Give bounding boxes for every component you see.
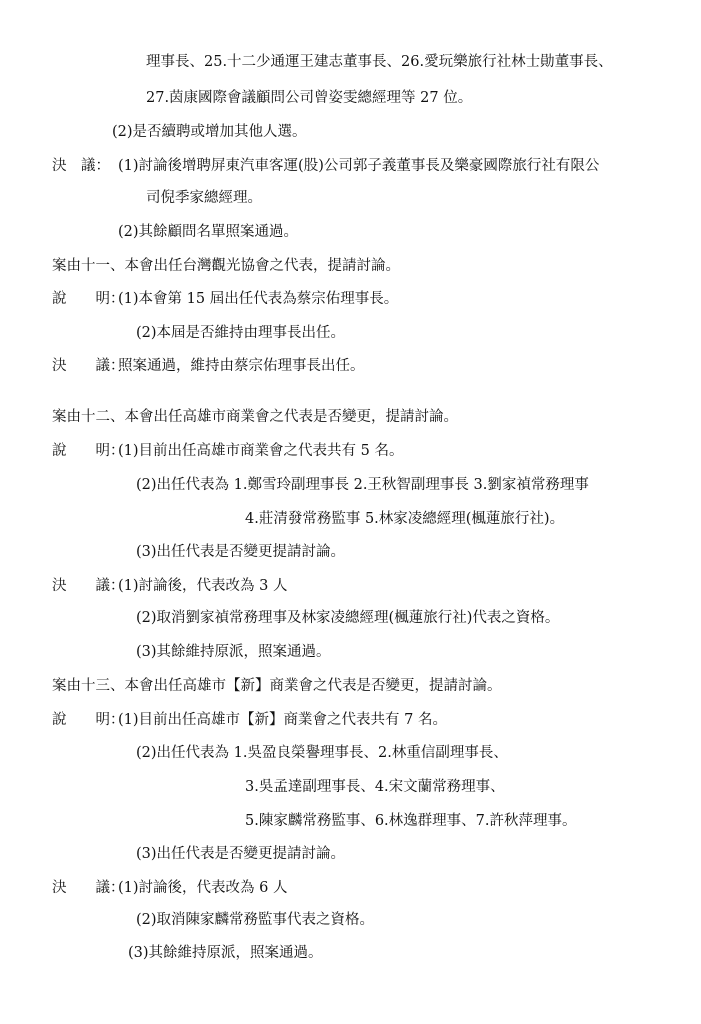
case-13-resolution-item-3: (3)其餘維持原派，照案通過。 bbox=[128, 945, 323, 961]
case-12-title: 案由十二、本會出任高雄市商業會之代表是否變更，提請討論。 bbox=[52, 409, 458, 425]
resolution-continuation: 司倪季家總經理。 bbox=[146, 190, 262, 206]
case-12-resolution-item-3: (3)其餘維持原派，照案通過。 bbox=[136, 644, 331, 660]
case-11-resolution bbox=[52, 356, 365, 376]
resolution-item-2: (2)其餘顧問名單照案通過。 bbox=[118, 224, 299, 240]
explanation-label: 說 明： bbox=[52, 291, 125, 307]
resolution-text: (1)討論後增聘屏東汽車客運(股)公司郭子義董事長及樂豪國際旅行社有限公 bbox=[118, 158, 600, 174]
explanation-text: (1)本會第 15 屆出任代表為蔡宗佑理事長。 bbox=[118, 291, 399, 307]
explanation-item-2: (2)是否續聘或增加其他人選。 bbox=[112, 124, 307, 140]
case-13-explanation-item-2-cont-1: 3.吳孟達副理事長、4.宋文蘭常務理事、 bbox=[245, 779, 505, 795]
resolution-text: (1)討論後，代表改為 3 人 bbox=[118, 578, 288, 594]
case-12-resolution bbox=[52, 576, 287, 596]
case-13-explanation bbox=[52, 710, 447, 730]
case-11-explanation-item-2: (2)本屆是否維持由理事長出任。 bbox=[136, 325, 346, 341]
resolution-text: (1)討論後，代表改為 6 人 bbox=[118, 880, 288, 896]
case-13-explanation-item-2-cont-2: 5.陳家麟常務監事、6.林逸群理事、7.許秋萍理事。 bbox=[245, 813, 577, 829]
case-11-explanation bbox=[52, 289, 398, 309]
resolution-advisors bbox=[52, 156, 599, 176]
continued-advisor-list-line-2: 27.茵康國際會議顧問公司曾姿雯總經理等 27 位。 bbox=[146, 90, 473, 106]
case-13-resolution-item-2: (2)取消陳家麟常務監事代表之資格。 bbox=[136, 912, 375, 928]
case-12-explanation-item-2-cont: 4.莊清發常務監事 5.林家凌總經理(楓蓮旅行社)。 bbox=[245, 511, 565, 527]
case-12-explanation-item-2: (2)出任代表為 1.鄭雪玲副理事長 2.王秋智副理事長 3.劉家禎常務理事 bbox=[136, 477, 589, 493]
case-13-explanation-item-3: (3)出任代表是否變更提請討論。 bbox=[136, 846, 346, 862]
case-13-explanation-item-2: (2)出任代表為 1.吳盈良榮譽理事長、2.林重信副理事長、 bbox=[136, 745, 508, 761]
resolution-label: 決 議： bbox=[52, 158, 110, 174]
resolution-text: 照案通過，維持由蔡宗佑理事長出任。 bbox=[118, 358, 365, 374]
case-12-explanation bbox=[52, 441, 403, 461]
case-13-resolution bbox=[52, 878, 287, 898]
resolution-label: 決 議： bbox=[52, 880, 125, 896]
continued-advisor-list-line-1: 理事長、25.十二少通運王建志董事長、26.愛玩樂旅行社林士勛董事長、 bbox=[146, 54, 613, 70]
resolution-label: 決 議： bbox=[52, 578, 125, 594]
case-12-resolution-item-2: (2)取消劉家禎常務理事及林家凌總經理(楓蓮旅行社)代表之資格。 bbox=[136, 610, 560, 626]
explanation-text: (1)目前出任高雄市商業會之代表共有 5 名。 bbox=[118, 443, 404, 459]
case-11-title: 案由十一、本會出任台灣觀光協會之代表，提請討論。 bbox=[52, 258, 400, 274]
resolution-label: 決 議： bbox=[52, 358, 125, 374]
case-12-explanation-item-3: (3)出任代表是否變更提請討論。 bbox=[136, 544, 346, 560]
explanation-label: 說 明： bbox=[52, 443, 125, 459]
explanation-label: 說 明： bbox=[52, 712, 125, 728]
explanation-text: (1)目前出任高雄市【新】商業會之代表共有 7 名。 bbox=[118, 712, 447, 728]
case-13-title: 案由十三、本會出任高雄市【新】商業會之代表是否變更，提請討論。 bbox=[52, 678, 502, 694]
